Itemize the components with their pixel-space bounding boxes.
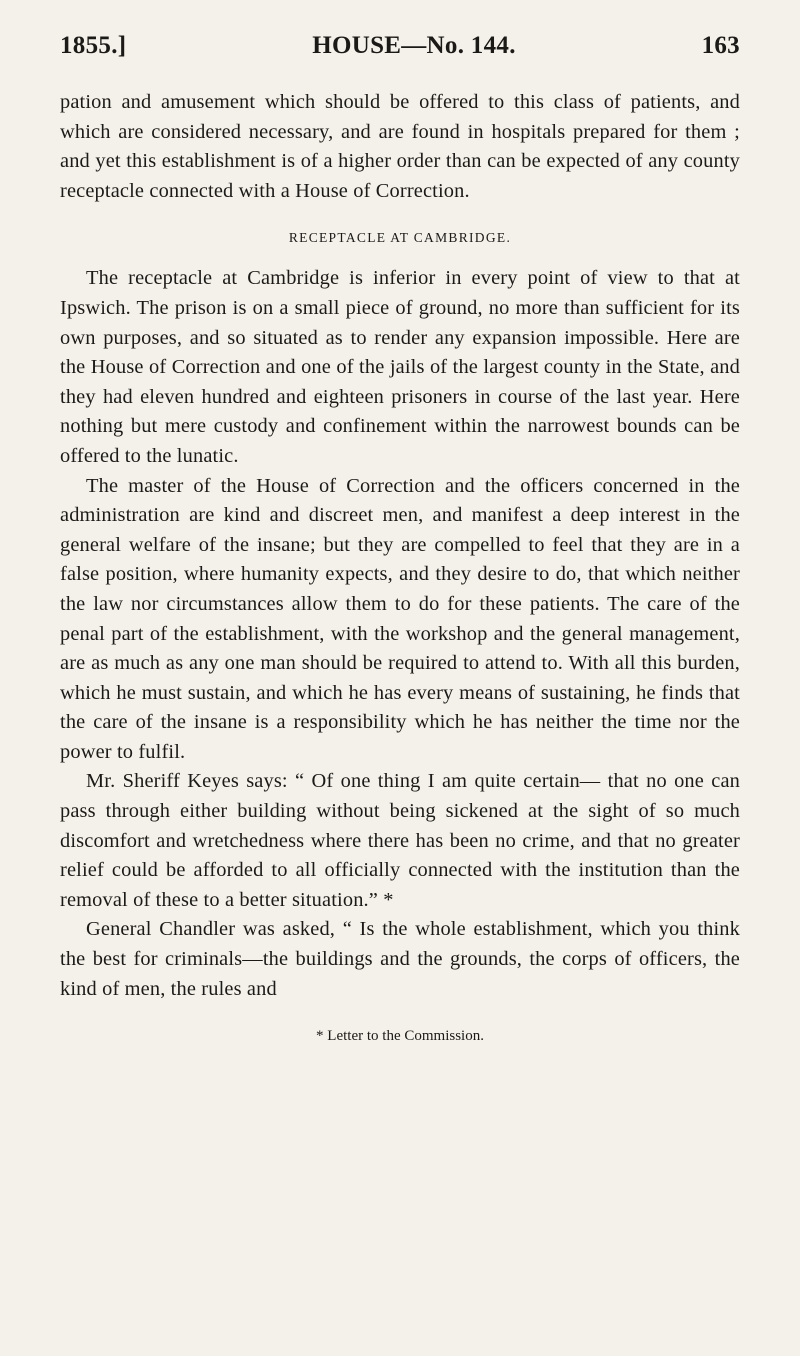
header-document-title: HOUSE—No. 144. — [312, 32, 516, 59]
footnote: * Letter to the Commission. — [316, 1028, 484, 1045]
header-page-number: 163 — [701, 32, 740, 59]
section-heading: RECEPTACLE AT CAMBRIDGE. — [288, 230, 512, 246]
paragraph-continuation: pation and amusement which should be offered to this class of patients, and which are considered necessary, and are found in hospitals prepared for them ; and yet this establishment is of a higher order than can be expected of any county receptacle connected with a House of Correction. — [60, 91, 740, 202]
paragraph-receptacle: The receptacle at Cambridge is inferior in every point of view to that at Ipswich. The prison is on a small piece of ground, no more than sufficient for its own purposes, and so situated as to render any expansion impossible. Here are the House of Correction and one of the jails of the largest county in the State, and they had eleven hundred and eighteen prisoners in course of the last year. Here nothing but mere custody and confinement within the narrowest bounds can be offered to the lunatic. — [60, 267, 740, 467]
paragraph-general-chandler: General Chandler was asked, “ Is the whole establishment, which you think the best for criminals—the buildings and the grounds, the corps of officers, the kind of men, the rules and — [60, 918, 740, 1000]
running-head — [60, 32, 740, 60]
header-year: 1855.] — [60, 32, 127, 59]
book-page — [60, 32, 740, 1045]
paragraph-sheriff-quote: Mr. Sheriff Keyes says: “ Of one thing I am quite certain— that no one can pass through either building without being sickened at the sight of so much discomfort and wretchedness where there has been no crime, and that no greater relief could be afforded to all officially connected with the institution than the removal of these to a better situation.” * — [60, 770, 740, 911]
paragraph-master: The master of the House of Correction and the officers concerned in the administration are kind and discreet men, and manifest a deep interest in the general welfare of the insane; but they are compelled to feel that they are in a false position, where humanity expects, and they desire to do, that which neither the law nor circumstances allow them to do for these patients. The care of the penal part of the establishment, with the workshop and the general management, are as much as any one man should be required to attend to. With all this burden, which he must sustain, and which he has every means of sustaining, he finds that the care of the insane is a responsibility which he has neither the time nor the power to fulfil. — [60, 474, 740, 763]
